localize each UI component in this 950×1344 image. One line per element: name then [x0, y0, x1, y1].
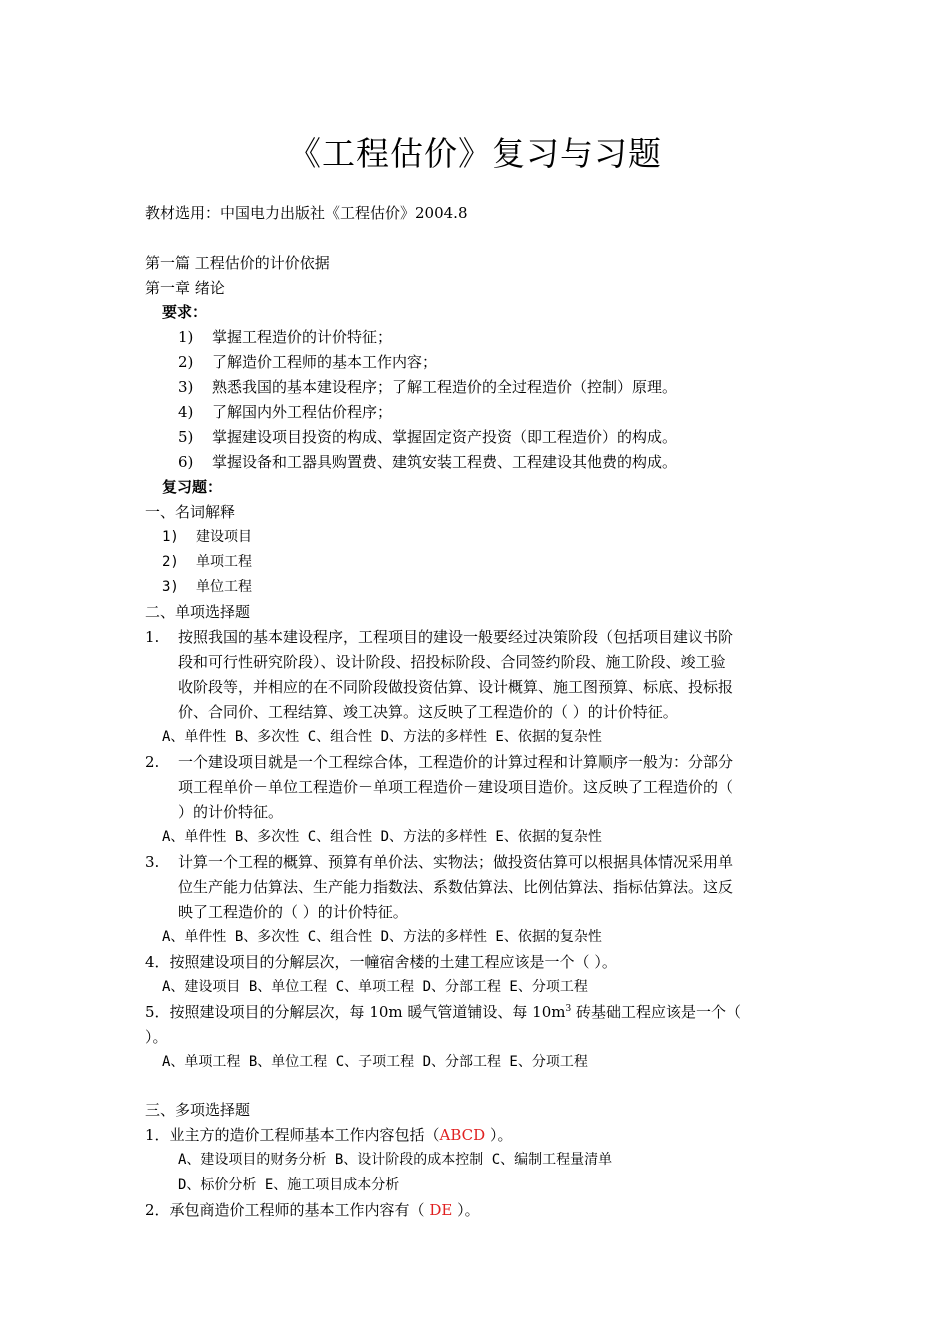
requirement-item: 2) 了解造价工程师的基本工作内容；: [178, 353, 438, 371]
requirement-item: 1) 掌握工程造价的计价特征；: [178, 328, 393, 346]
question-options: A、单件性 B、多次性 C、组合性 D、方法的多样性 E、依据的复杂性: [162, 729, 602, 745]
section-heading-multi-choice: 三、多项选择题: [145, 1101, 251, 1119]
review-label: 复习题：: [162, 478, 223, 496]
question-text-line: 计算一个工程的概算、预算有单价法、实物法；做投资估算可以根据具体情况采用单: [178, 853, 734, 871]
requirement-item: 4) 了解国内外工程估价程序；: [178, 403, 393, 421]
question-text-line: 位生产能力估算法、生产能力指数法、系数估算法、比例估算法、指标估算法。这反: [178, 878, 734, 896]
question-text-line: 收阶段等，并相应的在不同阶段做投资估算、设计概算、施工图预算、标底、投标报: [178, 678, 734, 696]
section-heading-single-choice: 二、单项选择题: [145, 603, 251, 621]
requirement-item: 5) 掌握建设项目投资的构成、掌握固定资产投资（即工程造价）的构成。: [178, 428, 678, 446]
term-item: 1) 建设项目: [162, 529, 252, 545]
question-text-line: 2．承包商造价工程师的基本工作内容有（ DE ）。: [145, 1201, 480, 1219]
question-options: A、建设项目 B、单位工程 C、单项工程 D、分部工程 E、分项工程: [162, 979, 588, 995]
answer-text: DE: [429, 1201, 453, 1219]
chapter-heading: 第一章 绪论: [145, 279, 225, 297]
question-options: A、单件性 B、多次性 C、组合性 D、方法的多样性 E、依据的复杂性: [162, 929, 602, 945]
question-text-line: 按照我国的基本建设程序，工程项目的建设一般要经过决策阶段（包括项目建议书阶: [178, 628, 734, 646]
term-item: 2) 单项工程: [162, 554, 252, 570]
question-number: 2.: [145, 753, 160, 771]
question-text-line: 4．按照建设项目的分解层次，一幢宿舍楼的土建工程应该是一个（ ）。: [145, 953, 617, 971]
question-text-line: ）。: [145, 1028, 168, 1046]
requirement-item: 6) 掌握设备和工器具购置费、建筑安装工程费、工程建设其他费的构成。: [178, 453, 678, 471]
requirement-item: 3) 熟悉我国的基本建设程序；了解工程造价的全过程造价（控制）原理。: [178, 378, 678, 396]
question-text-line: 5．按照建设项目的分解层次，每 10m 暖气管道铺设、每 $10m^3$ 砖基础工程应该是一个（: [145, 1003, 741, 1021]
term-item: 3) 单位工程: [162, 579, 252, 595]
answer-text: ABCD: [439, 1126, 486, 1144]
question-text-line: 项工程单价－单位工程造价－单项工程造价－建设项目造价。这反映了工程造价的（: [178, 778, 734, 796]
question-number: 1.: [145, 628, 160, 646]
page-title: 《工程估价》复习与习题: [288, 134, 662, 173]
question-options: A、单项工程 B、单位工程 C、子项工程 D、分部工程 E、分项工程: [162, 1054, 588, 1070]
question-text-line: 一个建设项目就是一个工程综合体，工程造价的计算过程和计算顺序一般为：分部分: [178, 753, 734, 771]
question-text-line: 价、合同价、工程结算、竣工决算。这反映了工程造价的（ ）的计价特征。: [178, 703, 678, 721]
question-text-line: ）的计价特征。: [178, 803, 284, 821]
requirements-label: 要求：: [162, 303, 208, 321]
textbook-info: 教材选用：中国电力出版社《工程估价》2004.8: [145, 204, 468, 222]
question-options: A、建设项目的财务分析 B、设计阶段的成本控制 C、编制工程量清单: [178, 1152, 613, 1168]
question-text-line: 段和可行性研究阶段）、设计阶段、招投标阶段、合同签约阶段、施工阶段、竣工验: [178, 653, 726, 671]
question-number: 3.: [145, 853, 160, 871]
question-options: A、单件性 B、多次性 C、组合性 D、方法的多样性 E、依据的复杂性: [162, 829, 602, 845]
part-heading: 第一篇 工程估价的计价依据: [145, 254, 330, 272]
question-text-line: 映了工程造价的（ ）的计价特征。: [178, 903, 408, 921]
question-text-line: 1．业主方的造价工程师基本工作内容包括（ABCD ）。: [145, 1126, 513, 1144]
question-options: D、标价分析 E、施工项目成本分析: [178, 1177, 400, 1193]
section-heading-terms: 一、名词解释: [145, 503, 236, 521]
